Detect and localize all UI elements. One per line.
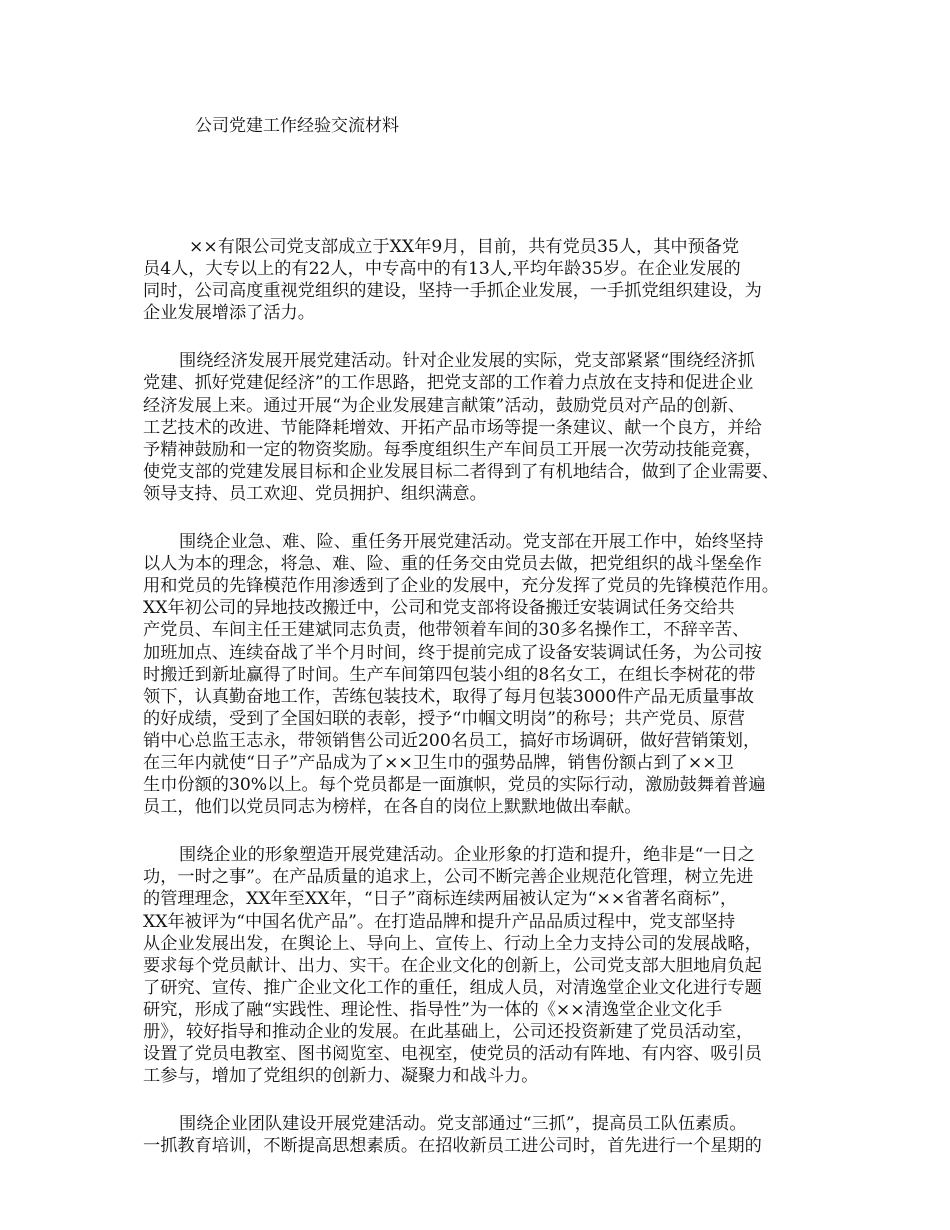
paragraph-line: 产党员、车间主任王建斌同志负责，他带领着车间的30多名操作工，不辞辛苦、 — [143, 620, 750, 641]
paragraph-line: 在三年内就使“日子”产品成为了××卫生巾的强势品牌，销售份额占到了××卫 — [143, 752, 734, 773]
paragraph-line: 工艺技术的改进、节能降耗增效、开拓产品市场等提一条建议、献一个良方，并给 — [143, 417, 762, 438]
paragraph — [143, 350, 823, 505]
paragraph-line: 功，一时之事”。在产品质量的追求上，公司不断完善企业规范化管理，树立先进 — [143, 867, 754, 888]
paragraph-line: 了研究、宣传、推广企业文化工作的重任，组成人员，对清逸堂企业文化进行专题 — [143, 977, 762, 998]
document-title: 公司党建工作经验交流材料 — [195, 116, 399, 136]
paragraph-line: 时搬迁到新址赢得了时间。生产车间第四包装小组的8名女工，在组长李树花的带 — [143, 664, 756, 685]
paragraph-line: 同时，公司高度重视党组织的建设，坚持一手抓企业发展，一手抓党组织建设，为 — [143, 281, 762, 302]
paragraph-line: 企业发展增添了活力。 — [143, 303, 315, 324]
paragraph-line: 围绕企业的形象塑造开展党建活动。企业形象的打造和提升，绝非是“一日之 — [179, 845, 755, 866]
paragraph-line: 工参与，增加了党组织的创新力、凝聚力和战斗力。 — [143, 1066, 539, 1087]
paragraph-line: 的管理理念，XX年至XX年，“日子”商标连续两届被认定为“××省著名商标”， — [143, 889, 738, 910]
paragraph-line: ××有限公司党支部成立于XX年9月，目前，共有党员35人，其中预备党 — [189, 237, 740, 257]
paragraph-line: 围绕经济发展开展党建活动。针对企业发展的实际，党支部紧紧“围绕经济抓 — [179, 351, 755, 372]
paragraph-line: 设置了党员电教室、图书阅览室、电视室，使党员的活动有阵地、有内容、吸引员 — [143, 1044, 762, 1065]
paragraph-line: 党建、抓好党建促经济”的工作思路，把党支部的工作着力点放在支持和促进企业 — [143, 373, 754, 394]
paragraph — [143, 236, 823, 324]
paragraph-line: 生巾份额的30%以上。每个党员都是一面旗帜，党员的实际行动，激励鼓舞着普遍 — [143, 775, 766, 796]
paragraph-line: 员4人，大专以上的有22人，中专高中的有13人,平均年龄35岁。在企业发展的 — [143, 259, 741, 280]
paragraph-line: 加班加点、连续奋战了半个月时间，终于提前完成了设备安装调试任务，为公司按 — [143, 642, 762, 663]
paragraph-line: 研究，形成了融“实践性、理论性、指导性”为一体的《××清逸堂企业文化手 — [143, 999, 723, 1020]
paragraph-line: 以人为本的理念，将急、难、险、重的任务交由党员去做，把党组织的战斗堡垒作 — [143, 554, 762, 575]
paragraph-line: 围绕企业团队建设开展党建活动。党支部通过“三抓”，提高员工队伍素质。 — [179, 1114, 747, 1135]
document-body — [143, 236, 823, 1183]
paragraph-line: 从企业发展出发，在舆论上、导向上、宣传上、行动上全力支持公司的发展战略， — [143, 933, 762, 954]
paragraph — [143, 1113, 823, 1157]
paragraph-line: XX年被评为“中国名优产品”。在打造品牌和提升产品品质过程中，党支部坚持 — [143, 911, 736, 932]
paragraph-line: 围绕企业急、难、险、重任务开展党建活动。党支部在开展工作中，始终坚持 — [179, 532, 764, 553]
paragraph-line: 一抓教育培训，不断提高思想素质。在招收新员工进公司时，首先进行一个星期的 — [143, 1136, 762, 1157]
paragraph-line: XX年初公司的异地技改搬迁中，公司和党支部将设备搬迁安装调试任务交给共 — [143, 598, 735, 619]
paragraph-line: 的好成绩，受到了全国妇联的表彰，授予“巾帼文明岗”的称号；共产党员、原营 — [143, 708, 745, 729]
paragraph-line: 要求每个党员献计、出力、实干。在企业文化的创新上，公司党支部大胆地肩负起 — [143, 955, 762, 976]
paragraph-line: 经济发展上来。通过开展“为企业发展建言献策”活动，鼓励党员对产品的创新、 — [143, 395, 745, 416]
paragraph — [143, 844, 823, 1087]
paragraph-line: 册》，较好指导和推动企业的发展。在此基础上，公司还投资新建了党员活动室， — [143, 1022, 754, 1042]
paragraph — [143, 531, 823, 818]
paragraph-line: 予精神鼓励和一定的物资奖励。每季度组织生产车间员工开展一次劳动技能竞赛， — [143, 439, 762, 460]
paragraph-line: 使党支部的党建发展目标和企业发展目标二者得到了有机地结合，做到了企业需要、 — [143, 461, 779, 482]
paragraph-line: 销中心总监王志永，带领销售公司近200名员工，搞好市场调研，做好营销策划， — [143, 730, 761, 751]
paragraph-line: 领导支持、员工欢迎、党员拥护、组织满意。 — [143, 483, 487, 504]
paragraph-line: 用和党员的先锋模范作用渗透到了企业的发展中，充分发挥了党员的先锋模范作用。 — [143, 576, 779, 597]
paragraph-line: 员工，他们以党员同志为榜样，在各自的岗位上默默地做出奉献。 — [143, 797, 642, 818]
paragraph-line: 领下，认真勤奋地工作，苦练包装技术，取得了每月包装3000件产品无质量事故 — [143, 686, 754, 707]
